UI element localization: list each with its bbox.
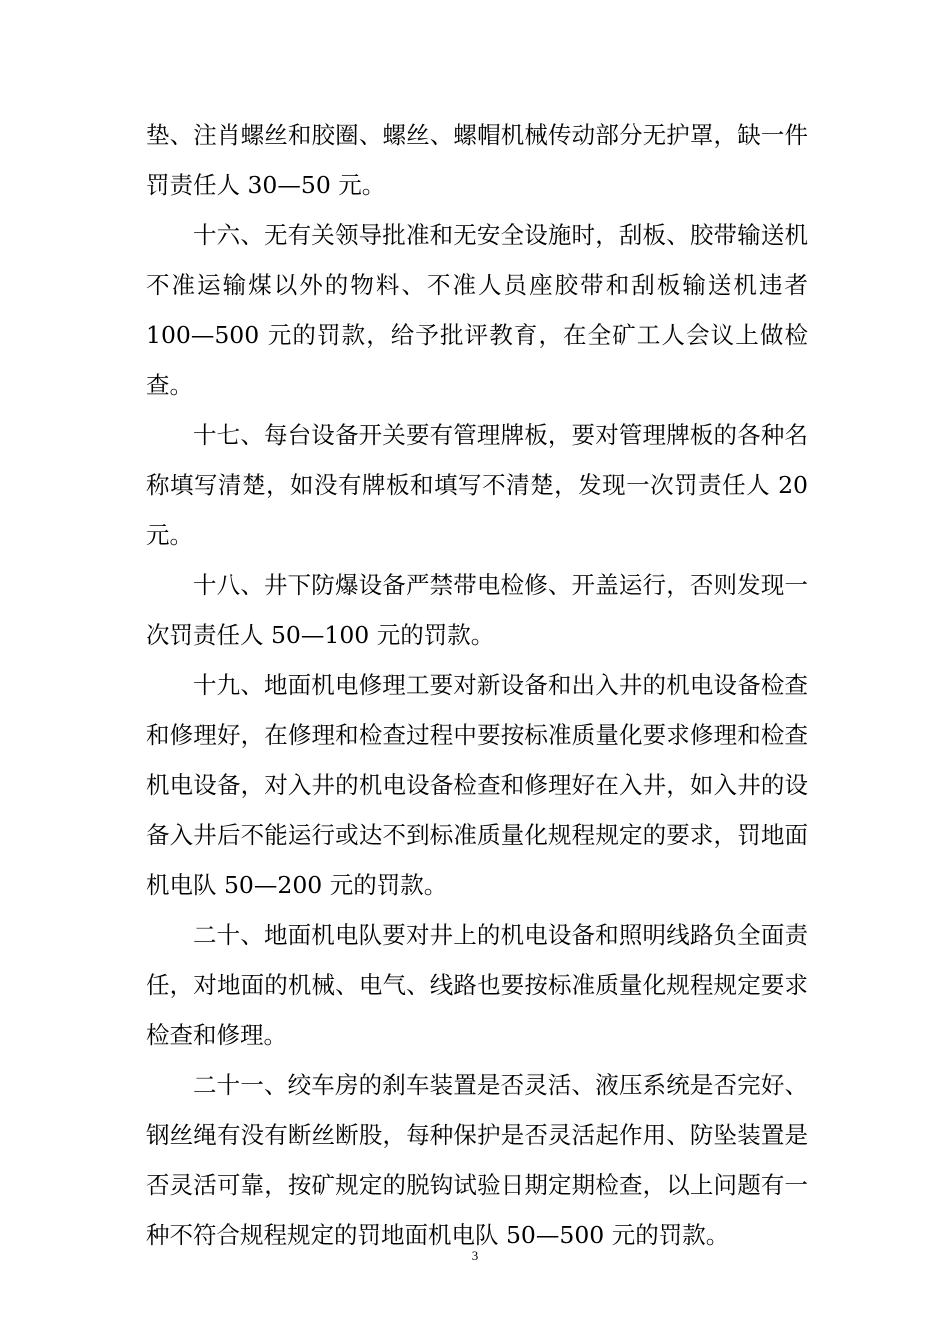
- paragraph-item-19: 十九、地面机电修理工要对新设备和出入井的机电设备检查和修理好，在修理和检查过程中要按标准质量化要求修理和检查机电设备，对入井的机电设备检查和修理好在入井，如入井的设备入井后不能运行或达不到标准质量化规程规定的要求，罚地面机电队 50—200 元的罚款。: [146, 671, 808, 899]
- paragraph-item-20: 二十、地面机电队要对井上的机电设备和照明线路负全面责任，对地面的机械、电气、线路也要按标准质量化规程规定要求检查和修理。: [146, 921, 808, 1049]
- paragraph-item-17: 十七、每台设备开关要有管理牌板，要对管理牌板的各种名称填写清楚，如没有牌板和填写不清楚，发现一次罚责任人 20 元。: [146, 421, 808, 549]
- paragraph-continuation: 垫、注肖螺丝和胶圈、螺丝、螺帽机械传动部分无护罩，缺一件罚责任人 30—50 元。: [146, 121, 808, 199]
- document-body: [146, 110, 808, 1260]
- paragraph-item-21: 二十一、绞车房的刹车装置是否灵活、液压系统是否完好、钢丝绳有没有断丝断股，每种保护是否灵活起作用、防坠装置是否灵活可靠，按矿规定的脱钩试验日期定期检查，以上问题有一种不符合规程规定的罚地面机电队 50—500 元的罚款。: [146, 1071, 808, 1249]
- paragraph-item-18: 十八、井下防爆设备严禁带电检修、开盖运行，否则发现一次罚责任人 50—100 元的罚款。: [146, 571, 808, 649]
- paragraph-item-16: 十六、无有关领导批准和无安全设施时，刮板、胶带输送机不准运输煤以外的物料、不准人员座胶带和刮板输送机违者 100—500 元的罚款，给予批评教育，在全矿工人会议上做检查。: [146, 221, 808, 399]
- page-number: 3: [471, 1248, 479, 1263]
